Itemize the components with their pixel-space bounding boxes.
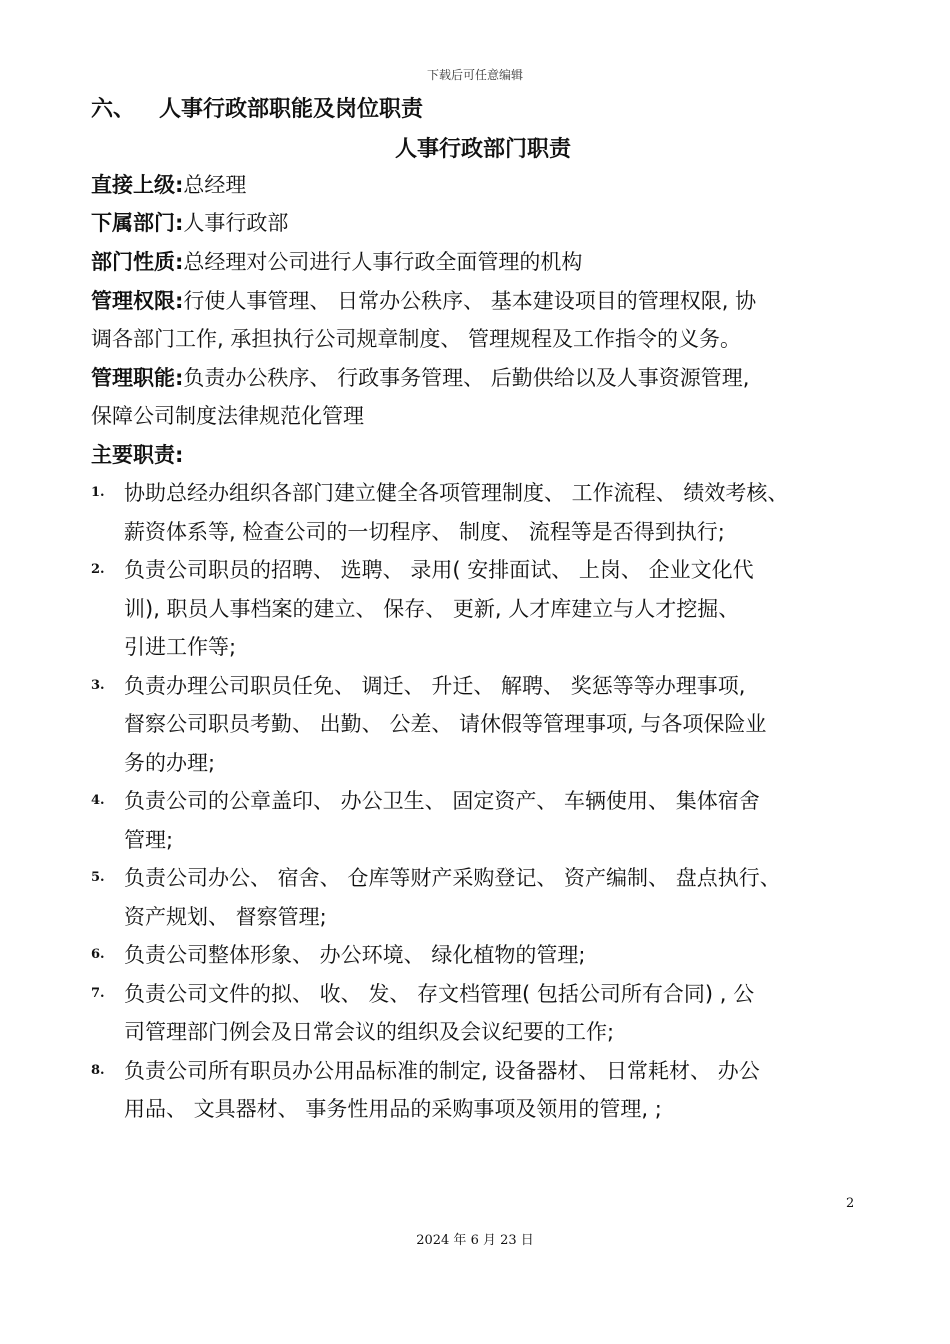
list-item-line: 司管理部门例会及日常会议的组织及会议纪要的工作; [124,1020,615,1044]
field-function [91,359,861,435]
list-item [91,551,861,667]
list-item-number: 7. [91,985,105,1001]
document-title: 人事行政部门职责 [394,137,571,162]
field-authority [91,282,861,358]
list-item [91,859,861,936]
list-item-line: 负责办理公司职员任免、 调迁、 升迁、 解聘、 奖惩等等办理事项, [124,673,746,698]
field-value-continued: 调各部门工作, 承担执行公司规章制度、 管理规程及工作指令的义务。 [91,327,742,351]
list-item [91,474,861,551]
field-nature [91,243,861,281]
list-item [91,782,861,859]
list-item-line: 资产规划、 督察管理; [124,904,327,929]
field-value: 总经理对公司进行人事行政全面管理的机构 [183,250,583,274]
list-item-line: 管理; [124,827,174,852]
list-item-line: 用品、 文具器材、 事务性用品的采购事项及领用的管理, ; [124,1097,662,1121]
list-item-line: 督察公司职员考勤、 出勤、 公差、 请休假等管理事项, 与各项保险业 [124,712,767,736]
section-number: 六、 [91,97,136,122]
list-item-line: 负责公司整体形象、 办公环境、 绿化植物的管理; [124,943,586,967]
list-item-line: 负责公司的公章盖印、 办公卫生、 固定资产、 车辆使用、 集体宿舍 [124,789,760,813]
list-item-number: 1. [91,485,105,500]
list-item-line: 协助总经办组织各部门建立健全各项管理制度、 工作流程、 绩效考核、 [124,481,789,505]
field-label: 部门性质: [91,250,184,274]
duties-list [91,474,861,1129]
field-value: 人事行政部 [183,211,289,235]
field-value: 负责办公秩序、 行政事务管理、 后勤供给以及人事资源管理, [183,366,750,390]
field-superior [91,166,861,204]
list-item-line: 负责公司办公、 宿舍、 仓库等财产采购登记、 资产编制、 盘点执行、 [124,866,781,890]
section-title: 人事行政部职能及岗位职责 [159,97,424,122]
list-item [91,1052,861,1129]
list-item-line: 务的办理; [124,750,216,775]
list-item [91,975,861,1052]
list-item-line: 引进工作等; [124,635,237,659]
list-item-number: 5. [91,870,105,885]
list-item-number: 2. [91,562,105,577]
duties-label: 主要职责: [91,443,184,467]
header-note: 下载后可任意编辑 [426,68,523,82]
list-item-line: 训), 职员人事档案的建立、 保存、 更新, 人才库建立与人才挖掘、 [124,596,740,621]
field-value-continued: 保障公司制度法律规范化管理 [91,404,364,428]
list-item-line: 负责公司所有职员办公用品标准的制定, 设备器材、 日常耗材、 办公 [124,1058,760,1083]
page-number: 2 [846,1196,855,1211]
list-item-line: 负责公司文件的拟、 收、 发、 存文档管理( 包括公司所有合同) , 公 [124,981,755,1006]
list-item-number: 3. [91,677,105,693]
field-value: 行使人事管理、 日常办公秩序、 基本建设项目的管理权限, 协 [183,289,757,313]
list-item [91,667,861,783]
list-item-number: 6. [91,947,105,962]
list-item-number: 4. [91,793,105,808]
list-item-number: 8. [91,1062,105,1078]
field-label: 管理职能: [91,366,184,390]
footer-date: 2024 年 6 月 23 日 [416,1233,534,1248]
list-item [91,936,861,975]
field-subordinate [91,204,861,242]
duties-heading [91,436,861,474]
list-item-line: 负责公司职员的招聘、 选聘、 录用( 安排面试、 上岗、 企业文化代 [124,558,754,582]
field-label: 直接上级: [91,173,184,197]
list-item-line: 薪资体系等, 检查公司的一切程序、 制度、 流程等是否得到执行; [124,519,725,544]
field-label: 下属部门: [91,211,184,235]
field-value: 总经理 [183,173,247,197]
field-label: 管理权限: [91,289,184,313]
section-heading [91,92,423,123]
